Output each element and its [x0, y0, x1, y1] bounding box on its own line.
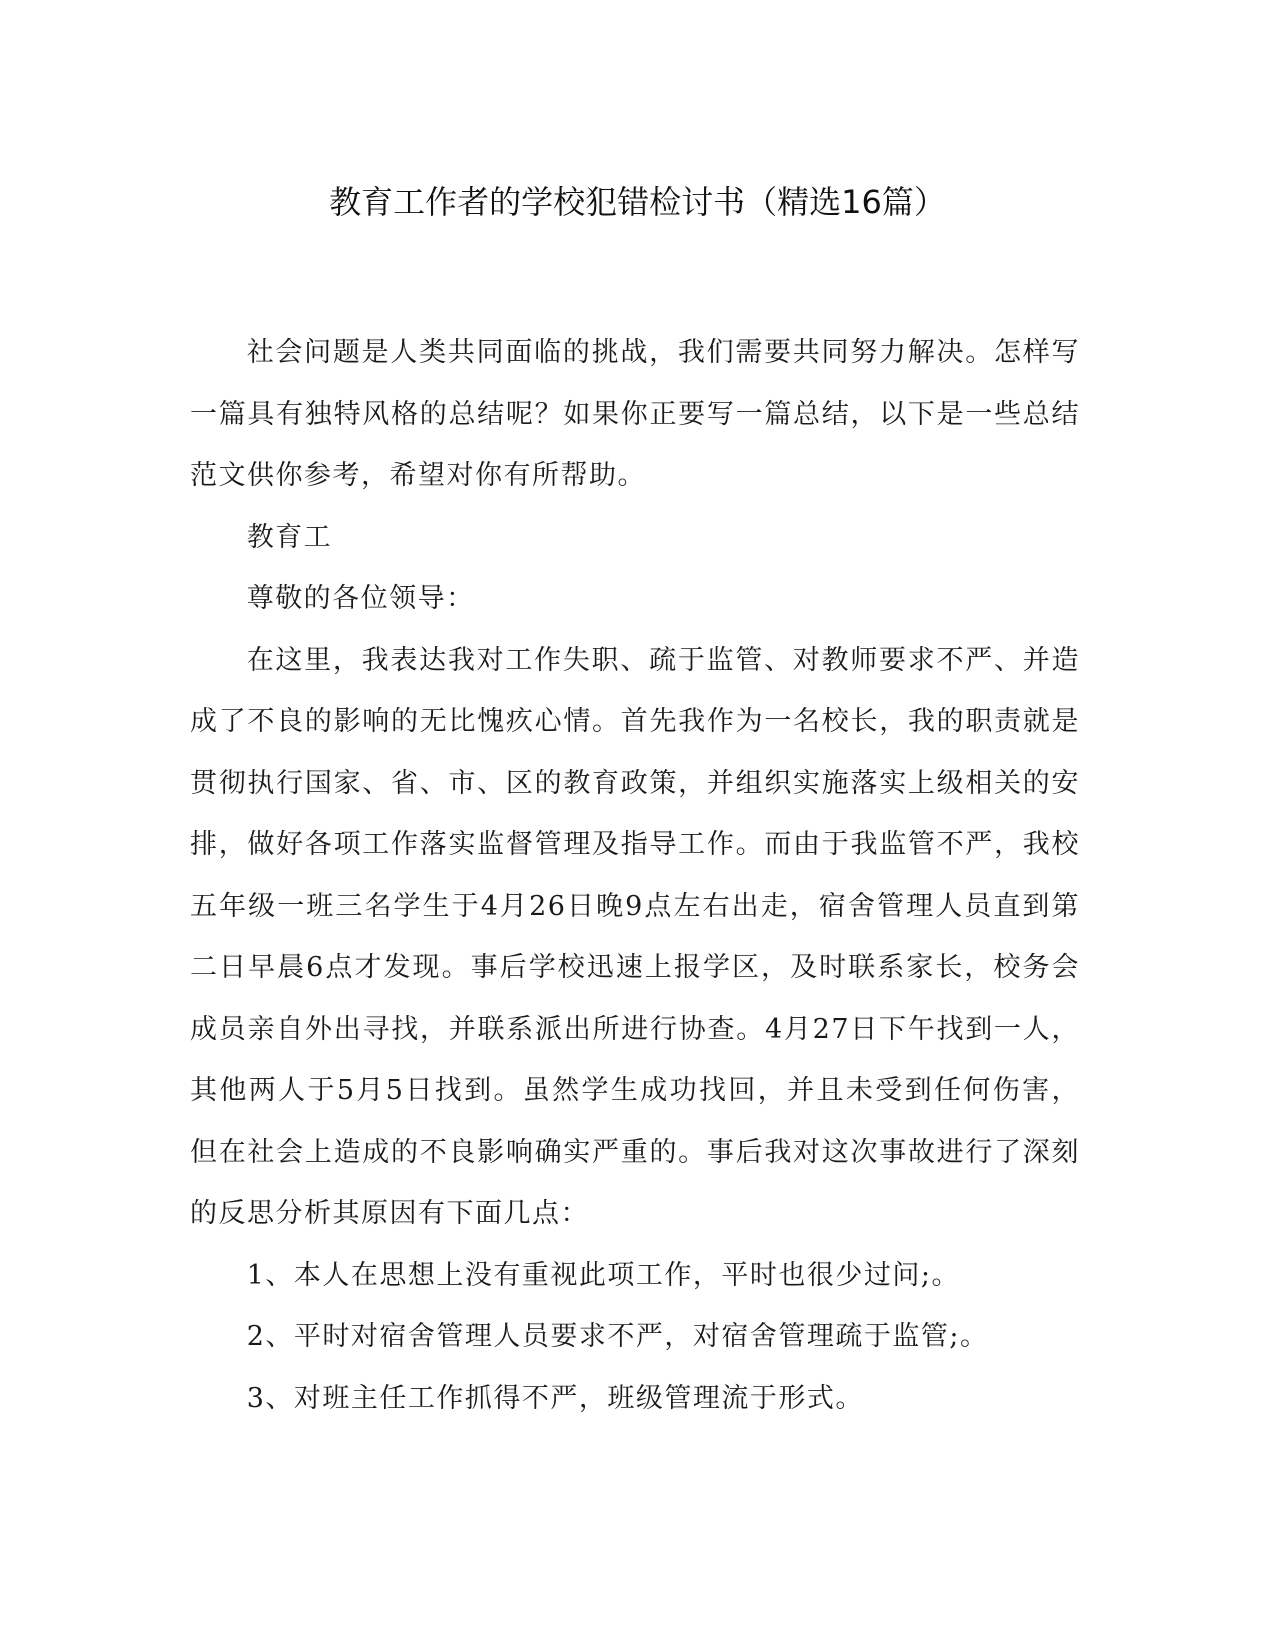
main-paragraph: 在这里，我表达我对工作失职、疏于监管、对教师要求不严、并造成了不良的影响的无比愧疚心情。首先我作为一名校长，我的职责就是贯彻执行国家、省、市、区的教育政策，并组织实施落实上级相关的安排，做好各项工作落实监督管理及指导工作。而由于我监管不严，我校五年级一班三名学生于4月26日晚9点左右出走，宿舍管理人员直到第二日早晨6点才发现。事后学校迅速上报学区，及时联系家长，校务会成员亲自外出寻找，并联系派出所进行协查。4月27日下午找到一人，其他两人于5月5日找到。虽然学生成功找回，并且未受到任何伤害，但在社会上造成的不良影响确实严重的。事后我对这次事故进行了深刻的反思分析其原因有下面几点： — [190, 644, 1080, 1229]
reason-item-2: 2、平时对宿舍管理人员要求不严，对宿舍管理疏于监管;。 — [246, 1321, 989, 1352]
document-title: 教育工作者的学校犯错检讨书（精选16篇） — [329, 183, 946, 221]
document-body — [190, 322, 1080, 1429]
salutation: 尊敬的各位领导： — [246, 583, 475, 614]
section-heading: 教育工 — [246, 521, 333, 553]
reason-item-3: 3、对班主任工作抓得不严，班级管理流于形式。 — [246, 1382, 864, 1414]
intro-paragraph: 社会问题是人类共同面临的挑战，我们需要共同努力解决。怎样写一篇具有独特风格的总结呢？如果你正要写一篇总结，以下是一些总结范文供你参考，希望对你有所帮助。 — [190, 337, 1080, 491]
reason-item-1: 1、本人在思想上没有重视此项工作，平时也很少过问;。 — [246, 1259, 960, 1291]
